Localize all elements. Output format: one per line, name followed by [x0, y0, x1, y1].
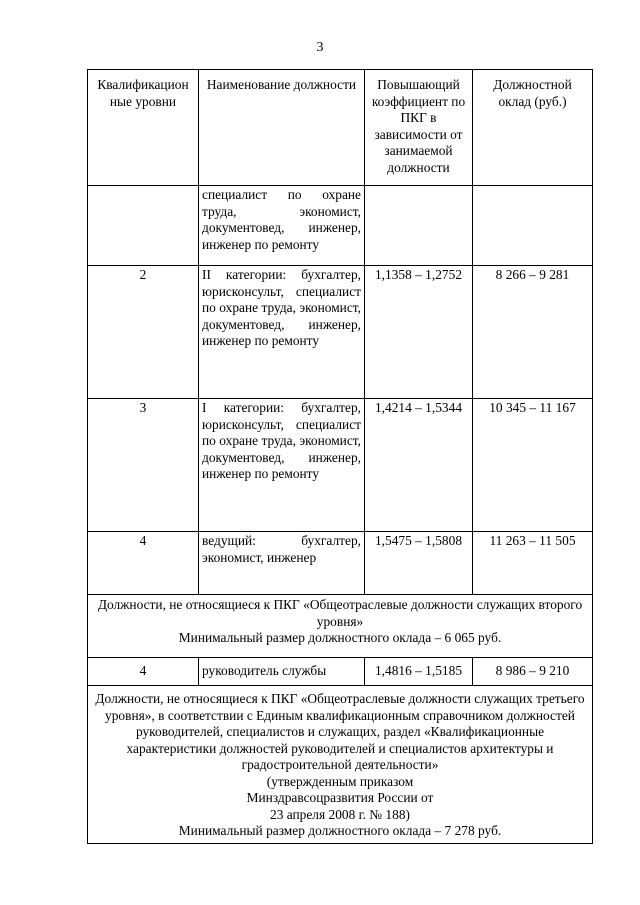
salary-table	[87, 69, 593, 844]
header-qualification-levels: Квалификацион ные уровни	[88, 70, 199, 186]
order-reference: (утвержденным приказом Минздравсоцразвития России от 23 апреля 2008 г. № 188)	[246, 773, 434, 822]
level-cell: 3	[88, 399, 199, 532]
table-row	[88, 658, 593, 686]
section-row	[88, 686, 593, 844]
coefficient-cell: 1,5475 – 1,5808	[365, 532, 473, 595]
header-position-name: Наименование должности	[199, 70, 365, 186]
salary-cell: 11 263 – 11 505	[473, 532, 593, 595]
coefficient-cell: 1,1358 – 1,2752	[365, 266, 473, 399]
coefficient-cell: 1,4816 – 1,5185	[365, 658, 473, 686]
position-cell: ведущий: бухгалтер, экономист, инженер	[199, 532, 365, 595]
salary-cell: 8 986 – 9 210	[473, 658, 593, 686]
coefficient-cell: 1,4214 – 1,5344	[365, 399, 473, 532]
header-salary: Должностной оклад (руб.)	[473, 70, 593, 186]
table-row	[88, 266, 593, 399]
level-cell: 2	[88, 266, 199, 399]
min-salary-note: Минимальный размер должностного оклада – 7 278 руб.	[178, 823, 502, 838]
page-number: 3	[316, 40, 324, 55]
min-salary-note: Минимальный размер должностного оклада – 6 065 руб.	[178, 630, 502, 645]
table-row	[88, 532, 593, 595]
section-row	[88, 595, 593, 658]
level-cell: 4	[88, 658, 199, 686]
section-heading-third-level	[88, 686, 593, 844]
coefficient-cell	[365, 186, 473, 266]
table-row	[88, 399, 593, 532]
level-cell	[88, 186, 199, 266]
table-header-row	[88, 70, 593, 186]
section-title: Должности, не относящиеся к ПКГ «Общеотраслевые должности служащих второго уровня»	[97, 597, 583, 629]
position-cell: специалист по охране труда, экономист, документовед, инженер, инженер по ремонту	[199, 186, 365, 266]
level-cell: 4	[88, 532, 199, 595]
position-cell: II категории: бухгалтер, юрисконсульт, специалист по охране труда, экономист, документовед, инженер, инженер по ремонту	[199, 266, 365, 399]
position-cell: руководитель службы	[199, 658, 365, 686]
section-title: Должности, не относящиеся к ПКГ «Общеотраслевые должности служащих третьего уровня», в соответствии с Единым квалификационным справочником должностей руководителей, специалистов и служащих, раздел «Квалификационные характеристики должностей руководителей и специалистов архитектуры и градостроительной деятельности»	[95, 691, 585, 772]
salary-cell: 8 266 – 9 281	[473, 266, 593, 399]
salary-cell: 10 345 – 11 167	[473, 399, 593, 532]
table-row	[88, 186, 593, 266]
salary-cell	[473, 186, 593, 266]
header-coefficient: Повышающий коэффициент по ПКГ в зависимости от занимаемой должности	[365, 70, 473, 186]
position-cell: I категории: бухгалтер, юрисконсульт, специалист по охране труда, экономист, документовед, инженер, инженер по ремонту	[199, 399, 365, 532]
section-heading-second-level	[88, 595, 593, 658]
